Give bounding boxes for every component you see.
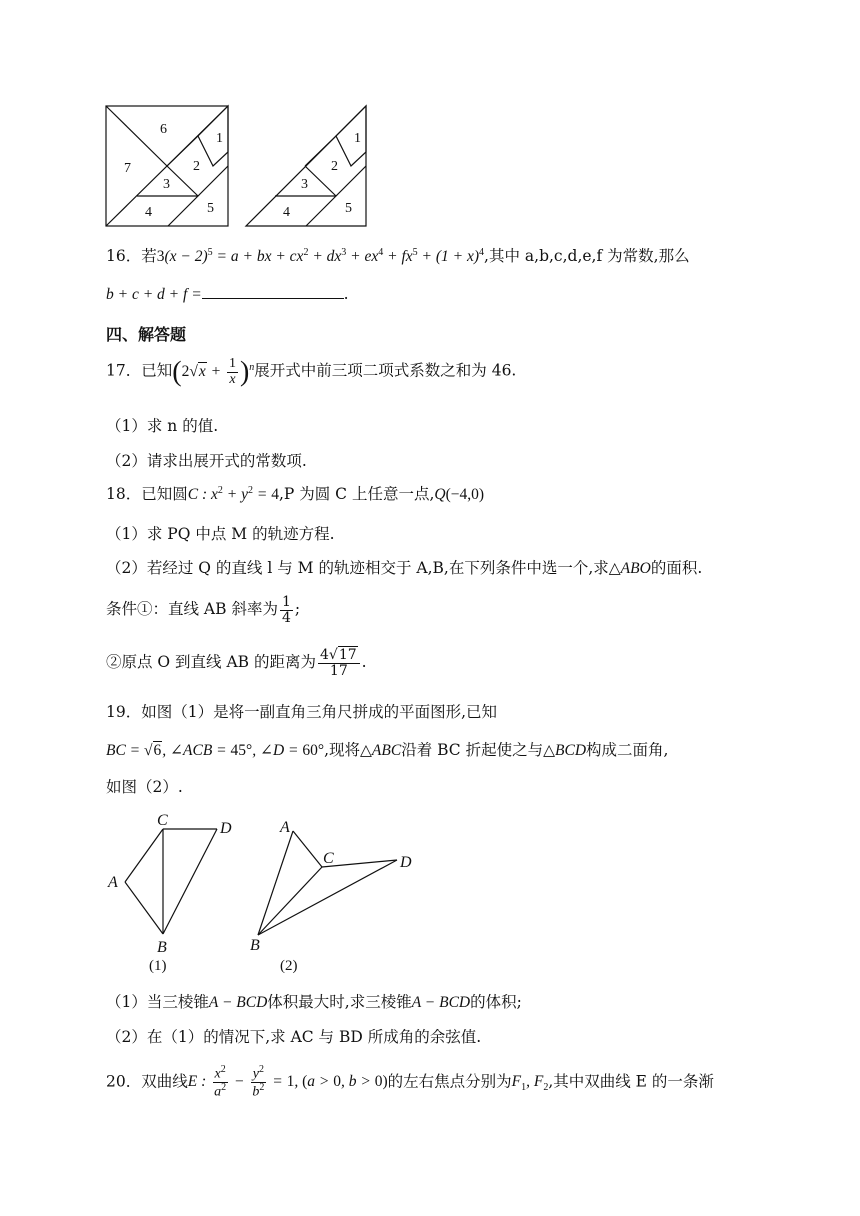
formula: (2√x + $\frac{1}{x}$ )$^n$ xyxy=(172,355,255,387)
label-3: 3 xyxy=(301,177,308,192)
question-19-part2: （2）在（1）的情况下,求 AC 与 BD 所成角的余弦值. xyxy=(106,1028,482,1046)
vertex-D: D xyxy=(220,820,232,837)
formula: $F_1$, $F_2$ xyxy=(511,1073,549,1094)
formula: BC = √6, ∠ACB = 45°, ∠D = 60° xyxy=(106,742,325,759)
vertex-C: C xyxy=(323,850,334,867)
label-2: 2 xyxy=(331,159,338,174)
question-18: 18．已知圆C : $x^2 + y^2 = 4,P$ 为圆 C 上任意一点,Q(−4,0) xyxy=(106,484,485,503)
formula: E : $\frac{x^2}{a^2}$ − $\frac{y^2}{b^2}$ = 1, (a > 0, b > 0) xyxy=(187,1064,388,1100)
label-3: 3 xyxy=(163,177,170,192)
label-2: 2 xyxy=(193,159,200,174)
figure-1 xyxy=(125,829,217,934)
question-number: 16． xyxy=(106,247,142,265)
label-1: 1 xyxy=(216,131,223,146)
question-19: 19．如图（1）是将一副直角三角尺拼成的平面图形,已知 xyxy=(106,703,498,721)
question-18-condition1: 条件①：直线 AB 斜率为 $\frac{1}{4}$ ; xyxy=(106,594,301,626)
section-title: 四、解答题 xyxy=(106,325,187,344)
formula: △ABO xyxy=(608,560,651,577)
question-19-line2: BC = √6, ∠ACB = 45°, ∠D = 60°,现将△ABC沿着 BC 折起使之与△BCD构成二面角, xyxy=(106,741,669,759)
figure-2 xyxy=(258,831,397,935)
formula: $\frac{4√17}{17}$ xyxy=(318,648,360,678)
question-18-condition2: ②原点 O 到直线 AB 的距离为 $\frac{4√17}{17}$ . xyxy=(106,647,367,679)
label-5: 5 xyxy=(207,201,214,216)
tangram-figures xyxy=(100,100,380,232)
formula: $\frac{1}{4}$ xyxy=(281,594,291,626)
vertex-A: A xyxy=(280,819,290,836)
question-19-part1: （1）当三棱锥A − BCD体积最大时,求三棱锥A − BCD的体积; xyxy=(106,993,522,1011)
figure-1-caption: (1) xyxy=(149,958,167,974)
question-19-line3: 如图（2）. xyxy=(106,778,183,796)
question-17-part2: （2）请求出展开式的常数项. xyxy=(106,452,307,470)
formula: C : $x^2 + y^2 = 4$ xyxy=(187,484,279,503)
label-1: 1 xyxy=(354,131,361,146)
vertex-A: A xyxy=(108,874,118,891)
question-number: 17． xyxy=(106,361,142,380)
formula: $3(x - 2)^5 = a$ + bx + $cx^2 + dx^3 + ex^4 + fx^5 + (1 + x)^4$ xyxy=(156,246,485,265)
question-18-part2: （2）若经过 Q 的直线 l 与 M 的轨迹相交于 A,B,在下列条件中选一个,求△ABO的面积. xyxy=(106,559,703,577)
answer-blank[interactable] xyxy=(202,284,344,299)
question-16-line2: b + c + d + f = . xyxy=(106,285,349,303)
question-17-part1: （1）求 n 的值. xyxy=(106,417,219,435)
question-17: 17．已知(2√x + $\frac{1}{x}$ )$^n$展开式中前三项二项式系数之和为 46. xyxy=(106,355,517,387)
label-5: 5 xyxy=(345,201,352,216)
question-20: 20．双曲线E : $\frac{x^2}{a^2}$ − $\frac{y^2}{b^2}$ = 1, (a > 0, b > 0)的左右焦点分别为$F_1$, $F_2$,其中双曲线 E 的一条渐 xyxy=(106,1064,714,1100)
vertex-D: D xyxy=(400,854,412,871)
vertex-C: C xyxy=(157,812,168,829)
vertex-B: B xyxy=(157,939,167,956)
question-16: 16．若$3(x - 2)^5 = a$ + bx + $cx^2 + dx^3 + ex^4 + fx^5 + (1 + x)^4$,其中 a,b,c,d,e,f 为常数,那么 xyxy=(106,246,690,265)
question-18-part1: （1）求 PQ 中点 M 的轨迹方程. xyxy=(106,525,335,543)
tangram-square-labels xyxy=(124,122,223,220)
formula: b + c + d + f = xyxy=(106,286,202,303)
question-number: 20． xyxy=(106,1072,142,1091)
q19-figures xyxy=(100,810,430,980)
question-number: 18． xyxy=(106,485,142,503)
figure-2-caption: (2) xyxy=(280,958,298,974)
question-number: 19． xyxy=(106,703,142,721)
vertex-B: B xyxy=(250,937,260,954)
label-4: 4 xyxy=(145,205,152,220)
label-7: 7 xyxy=(124,161,131,176)
label-4: 4 xyxy=(283,205,290,220)
formula: Q(−4,0) xyxy=(434,486,485,503)
tangram-triangle-labels xyxy=(283,131,361,220)
label-6: 6 xyxy=(160,122,167,137)
